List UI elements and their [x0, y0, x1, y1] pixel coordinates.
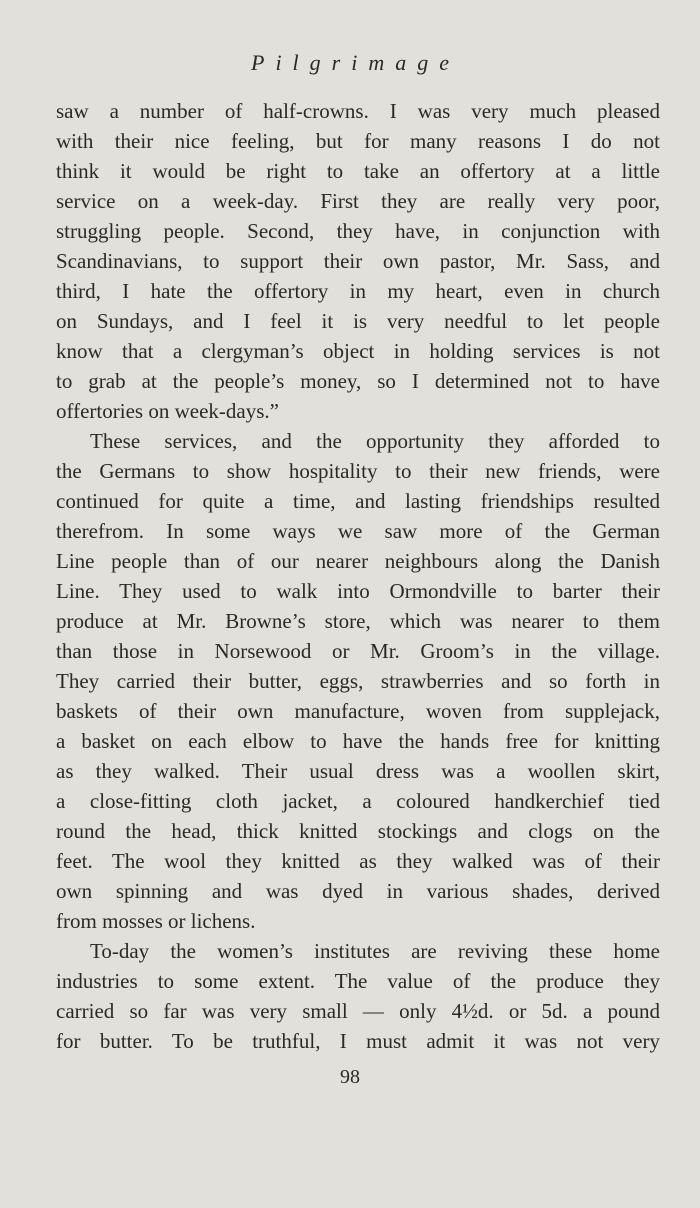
text-line: saw a number of half-crowns. I was very much pleased — [56, 99, 660, 123]
text-line: feet. The wool they knitted as they walked was of their — [56, 849, 660, 873]
text-line: offertories on week-days.” — [56, 399, 279, 423]
text-line: Scandinavians, to support their own pastor, Mr. Sass, and — [56, 249, 660, 273]
text-line: on Sundays, and I feel it is very needful to let people — [56, 309, 660, 333]
text-line: for butter. To be truthful, I must admit it was not very — [56, 1029, 660, 1053]
text-line: know that a clergyman’s object in holding services is not — [56, 339, 660, 363]
text-line: industries to some extent. The value of the produce they — [56, 969, 660, 993]
text-line: as they walked. Their usual dress was a woollen skirt, — [56, 759, 660, 783]
body-text — [56, 96, 660, 1056]
text-line: These services, and the opportunity they afforded to — [90, 429, 660, 453]
text-line: baskets of their own manufacture, woven from supplejack, — [56, 699, 660, 723]
text-line: third, I hate the offertory in my heart, even in church — [56, 279, 660, 303]
text-line: continued for quite a time, and lasting friendships resulted — [56, 489, 660, 513]
text-line: a basket on each elbow to have the hands free for knitting — [56, 729, 660, 753]
text-line: the Germans to show hospitality to their new friends, were — [56, 459, 660, 483]
text-line: struggling people. Second, they have, in conjunction with — [56, 219, 660, 243]
text-line: to grab at the people’s money, so I determined not to have — [56, 369, 660, 393]
text-line: service on a week-day. First they are really very poor, — [56, 189, 660, 213]
text-line: round the head, thick knitted stockings and clogs on the — [56, 819, 660, 843]
text-line: They carried their butter, eggs, strawberries and so forth in — [56, 669, 660, 693]
text-line: from mosses or lichens. — [56, 909, 256, 933]
text-line: with their nice feeling, but for many reasons I do not — [56, 129, 660, 153]
text-line: Line. They used to walk into Ormondville to barter their — [56, 579, 660, 603]
page-number: 98 — [340, 1066, 360, 1088]
text-line: think it would be right to take an offertory at a little — [56, 159, 660, 183]
text-line: own spinning and was dyed in various shades, derived — [56, 879, 660, 903]
running-head: Pilgrimage — [251, 50, 460, 75]
text-line: than those in Norsewood or Mr. Groom’s in the village. — [56, 639, 660, 663]
text-line: carried so far was very small — only 4½d. or 5d. a pound — [56, 999, 660, 1023]
text-line: produce at Mr. Browne’s store, which was nearer to them — [56, 609, 660, 633]
text-line: therefrom. In some ways we saw more of the German — [56, 519, 660, 543]
text-line: To-day the women’s institutes are reviving these home — [90, 939, 660, 963]
text-line: Line people than of our nearer neighbours along the Danish — [56, 549, 660, 573]
text-line: a close-fitting cloth jacket, a coloured handkerchief tied — [56, 789, 660, 813]
